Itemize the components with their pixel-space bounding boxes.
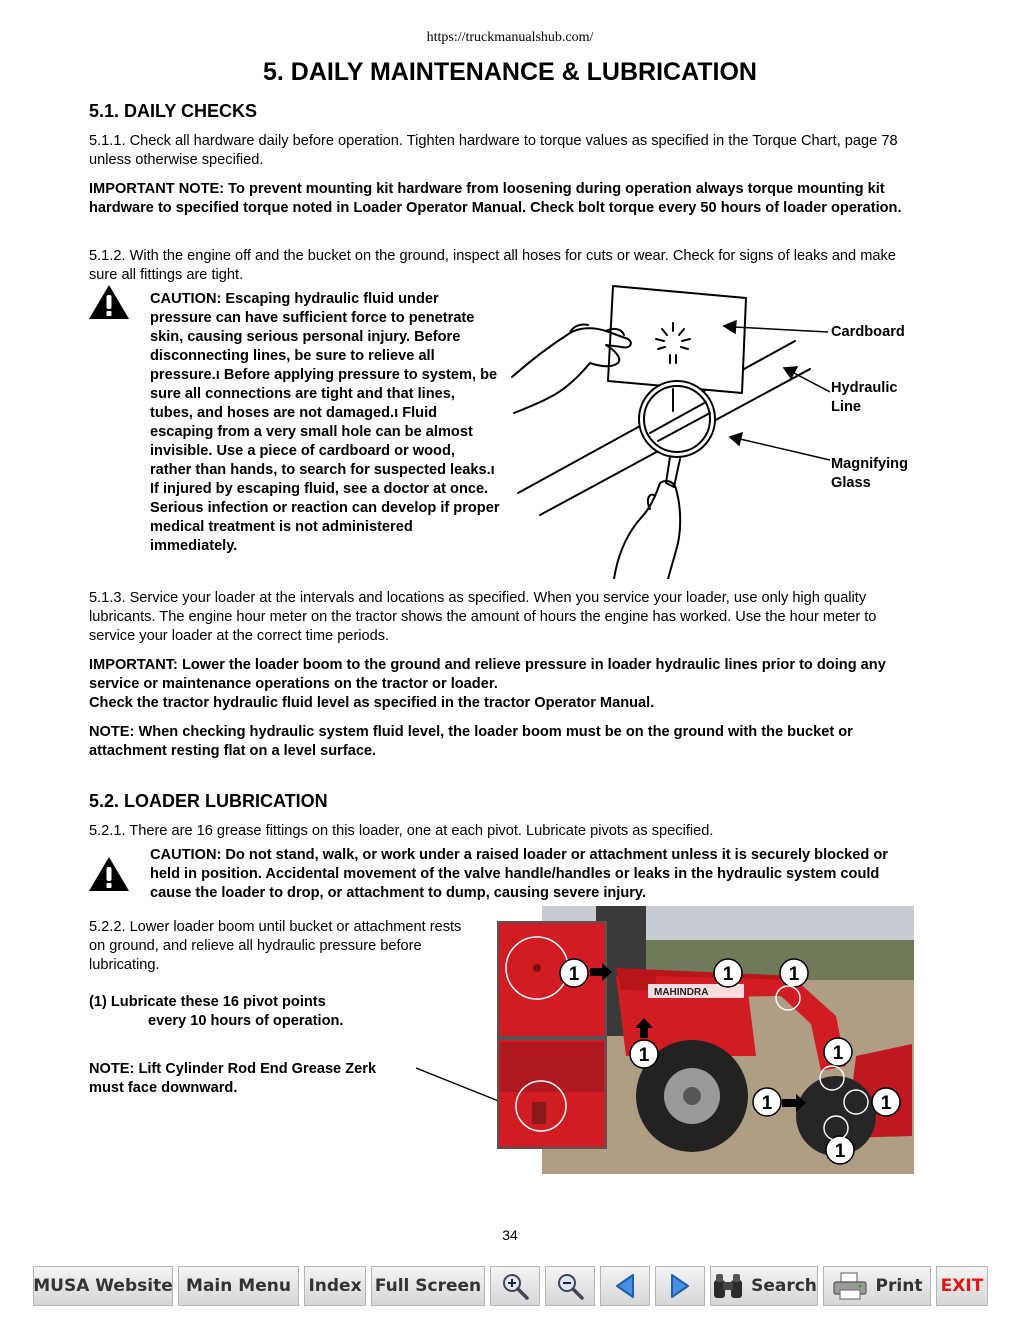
loader-lubrication-photo — [416, 906, 914, 1174]
callout-1: 1 — [834, 1141, 846, 1162]
exit-button[interactable]: EXIT — [936, 1266, 988, 1306]
section-heading-daily-checks: 5.1. DAILY CHECKS — [89, 101, 258, 121]
zoom-in-button[interactable] — [490, 1266, 540, 1306]
arrow-left-icon — [613, 1272, 637, 1300]
callout-1: 1 — [880, 1093, 892, 1114]
search-button[interactable]: Search — [710, 1266, 818, 1306]
label-cardboard: Cardboard — [831, 324, 905, 340]
zoom-out-button[interactable] — [545, 1266, 595, 1306]
binoculars-icon — [711, 1272, 745, 1300]
zoom-in-icon — [500, 1271, 530, 1301]
warning-triangle-icon — [88, 856, 130, 892]
label-hydraulic-line: Hydraulic Line — [831, 380, 898, 415]
paragraph-5-2-2: 5.2.2. Lower loader boom until bucket or attachment rests on ground, and relieve all hydraulic pressure before lubricating. — [89, 919, 462, 973]
warning-triangle-icon — [88, 284, 130, 320]
navigation-toolbar — [33, 1266, 988, 1308]
print-button[interactable]: Print — [823, 1266, 931, 1306]
page-title: 5. DAILY MAINTENANCE & LUBRICATION — [262, 58, 757, 86]
main-menu-button[interactable]: Main Menu — [178, 1266, 299, 1306]
lubricate-instruction: (1) Lubricate these 16 pivot points every 10 hours of operation. — [89, 994, 344, 1029]
note-grease-zerk: NOTE: Lift Cylinder Rod End Grease Zerk must face downward. — [89, 1061, 377, 1096]
zoom-out-icon — [555, 1271, 585, 1301]
callout-1: 1 — [788, 964, 800, 985]
callout-1: 1 — [568, 964, 580, 985]
paragraph-5-1-3: 5.1.3. Service your loader at the intervals and locations as specified. When you service your loader, use only high quality lubricants. The engine hour meter on the tractor shows the amount of hours the engine has worked. Use the hour meter to service your loader at the correct time periods. — [89, 590, 877, 644]
paragraph-5-1-1: 5.1.1. Check all hardware daily before operation. Tighten hardware to torque values as specified in the Torque Chart, page 78 unless otherwise specified. — [89, 133, 898, 168]
label-magnifying-glass: Magnifying Glass — [831, 456, 909, 491]
musa-website-button[interactable]: MUSA Website — [33, 1266, 173, 1306]
note-fluid-level: NOTE: When checking hydraulic system fluid level, the loader boom must be on the ground with the bucket or attachment resting flat on a level surface. — [89, 724, 853, 759]
callout-1: 1 — [638, 1045, 650, 1066]
callout-1: 1 — [722, 964, 734, 985]
caution-hydraulic-fluid: CAUTION: Escaping hydraulic fluid under pressure can have sufficient force to penetrate skin, causing serious personal injury. Before disconnecting lines, be sure to relieve all pressure.ı Before applying pressure to system, be sure all connections are tight and that lines, tubes, and hoses are not damaged.ı Fluid escaping from a very small hole can be almost invisible. Use a piece of cardboard or wood, rather than hands, to search for suspected leaks.ı If injured by escaping fluid, see a doctor at once. Serious infection or reaction can develop if proper medical treatment is not administered immediately. — [150, 291, 500, 554]
arrow-right-icon — [668, 1272, 692, 1300]
previous-page-button[interactable] — [600, 1266, 650, 1306]
index-button[interactable]: Index — [304, 1266, 366, 1306]
next-page-button[interactable] — [655, 1266, 705, 1306]
paragraph-5-1-2: 5.1.2. With the engine off and the bucket on the ground, inspect all hoses for cuts or wear. Check for signs of leaks and make sure all fittings are tight. — [89, 248, 896, 283]
full-screen-button[interactable]: Full Screen — [371, 1266, 485, 1306]
caution-raised-loader: CAUTION: Do not stand, walk, or work under a raised loader or attachment unless it is securely blocked or held in position. Accidental movement of the valve handle/handles or leaks in the hydraulic system could cause the loader to drop, or attachment to dump, causing severe injury. — [150, 847, 888, 901]
printer-icon — [832, 1271, 868, 1301]
paragraph-5-2-1: 5.2.1. There are 16 grease fittings on this loader, one at each pivot. Lubricate pivots as specified. — [89, 823, 714, 839]
page-number: 34 — [502, 1227, 518, 1243]
source-url: https://truckmanualshub.com/ — [426, 30, 594, 45]
callout-1: 1 — [761, 1093, 773, 1114]
section-heading-loader-lubrication: 5.2. LOADER LUBRICATION — [89, 791, 328, 811]
important-note-torque: IMPORTANT NOTE: To prevent mounting kit hardware from loosening during operation always torque mounting kit hardware to specified torque noted in Loader Operator Manual. Check bolt torque every 50 hours of loader operation. — [89, 181, 902, 216]
important-lower-boom: IMPORTANT: Lower the loader boom to the ground and relieve pressure in loader hydraulic lines prior to doing any service or maintenance operations on the tractor or loader. Check the tractor hydraulic fluid level as specified in the tractor Operator Manual. — [89, 657, 886, 711]
figure-pointer-arrows — [720, 320, 830, 470]
tractor-brand-text: MAHINDRA — [654, 987, 709, 998]
callout-1: 1 — [832, 1043, 844, 1064]
